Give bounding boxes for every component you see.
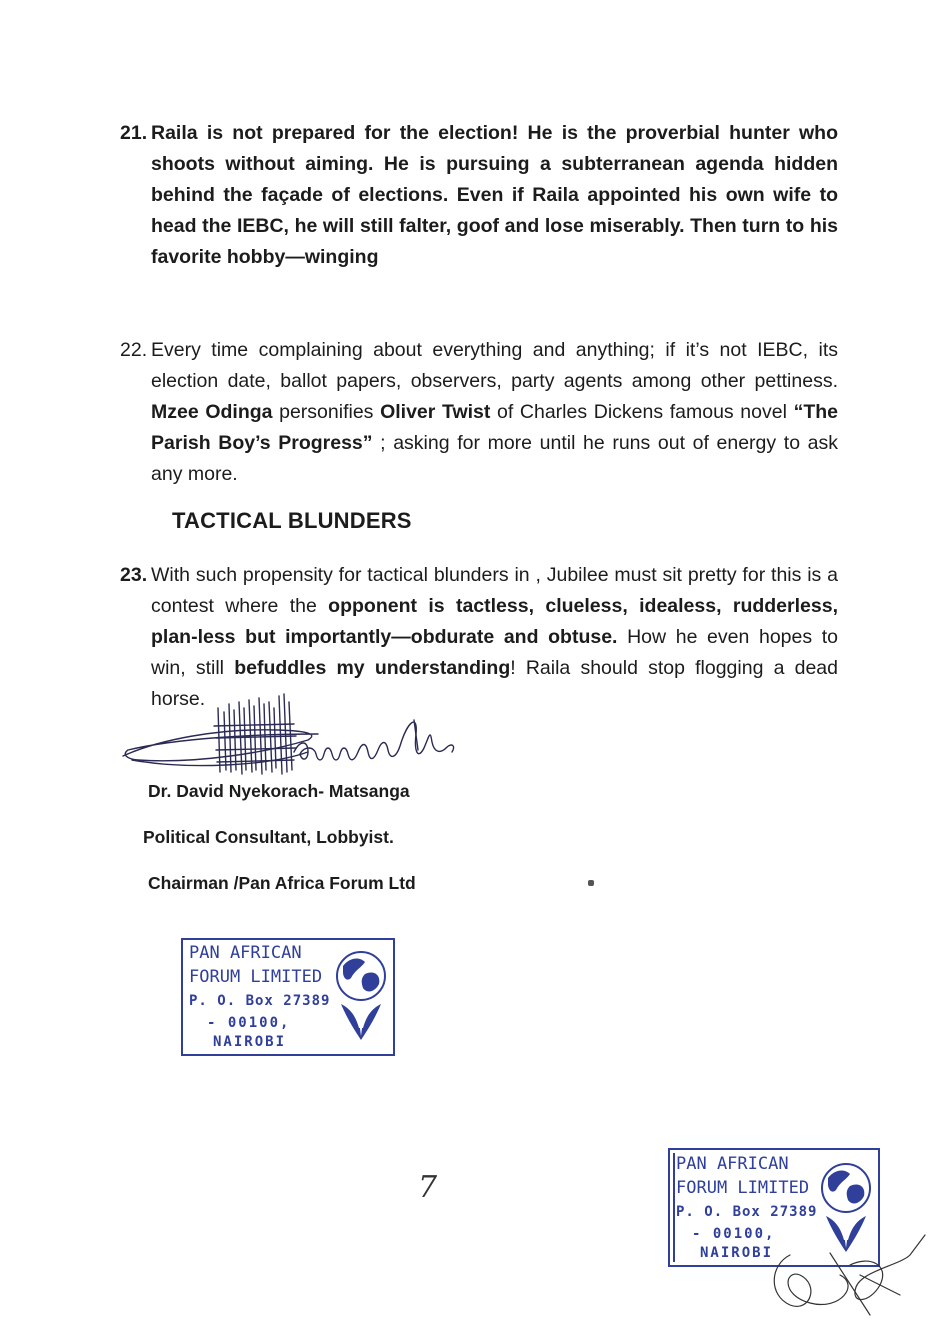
item-text-part: ! Raila should stop flogging a dead horse. (151, 657, 839, 710)
item-text-part: Raila is not prepared for the election! He is the proverbial hunter who shoots without aiming. He is pursuing a subterranean agenda hidden behind the façade of elections. Even if Raila appointed his own wife to head the IEBC, he will still falter, goof and lose miserably. Then turn to his favorite hobby—winging (151, 122, 838, 268)
item-number: 23. (120, 564, 148, 586)
stamp-line: P. O. Box 27389 (676, 1204, 818, 1220)
item-number: 22. (120, 339, 148, 361)
stamp-line: FORUM LIMITED (189, 967, 323, 987)
signatory-name: Dr. David Nyekorach- Matsanga (148, 781, 410, 801)
section-heading: TACTICAL BLUNDERS (172, 508, 412, 533)
page-number: 7 (418, 1170, 438, 1205)
item-text-part: personifies (272, 401, 381, 423)
item-text-part: opponent is tactless, clueless, idealess, rudderless, plan-less but importantly—obdurate and obtuse. (151, 595, 838, 648)
stamp-line: PAN AFRICAN (676, 1154, 789, 1174)
list-item-21 (120, 118, 838, 273)
stamp-line: - 00100, (692, 1226, 776, 1242)
item-text-part: Oliver Twist (380, 401, 491, 423)
list-item-22 (120, 335, 838, 490)
stamp-line: - 00100, (207, 1015, 291, 1031)
item-text-part: Every time complaining about everything and anything; if it’s not IEBC, its election date, ballot papers, observers, party agents among other pettiness. (151, 339, 838, 392)
ink-speck (588, 880, 594, 886)
item-text-part: With such propensity for tactical blunders in , Jubilee must sit pretty for this is a contest where the (151, 564, 838, 617)
item-text (151, 335, 838, 490)
item-number: 21. (120, 122, 148, 144)
signatory-title: Political Consultant, Lobbyist. (143, 827, 394, 847)
stamp-line: NAIROBI (213, 1034, 287, 1050)
item-text (151, 118, 838, 273)
initials-scribble (760, 1225, 930, 1320)
handwritten-signature (118, 690, 463, 782)
item-text-part: ; asking for more until he runs out of energy to ask any more. (151, 432, 839, 485)
item-text-part: Mzee Odinga (151, 401, 273, 423)
item-text-part: of Charles Dickens famous novel (490, 401, 794, 423)
stamp-line: FORUM LIMITED (676, 1178, 810, 1198)
company-stamp (181, 938, 395, 1056)
stamp-line: NAIROBI (700, 1245, 774, 1261)
item-text-part: How he even hopes to win, still (151, 626, 838, 679)
globe-torch-icon (331, 948, 391, 1044)
item-text-part: “The Parish Boy’s Progress” (151, 401, 838, 454)
signatory-organization: Chairman /Pan Africa Forum Ltd (148, 873, 416, 893)
stamp-line: PAN AFRICAN (189, 943, 302, 963)
item-text-part: befuddles my understanding (234, 657, 511, 679)
stamp-line: P. O. Box 27389 (189, 993, 331, 1009)
